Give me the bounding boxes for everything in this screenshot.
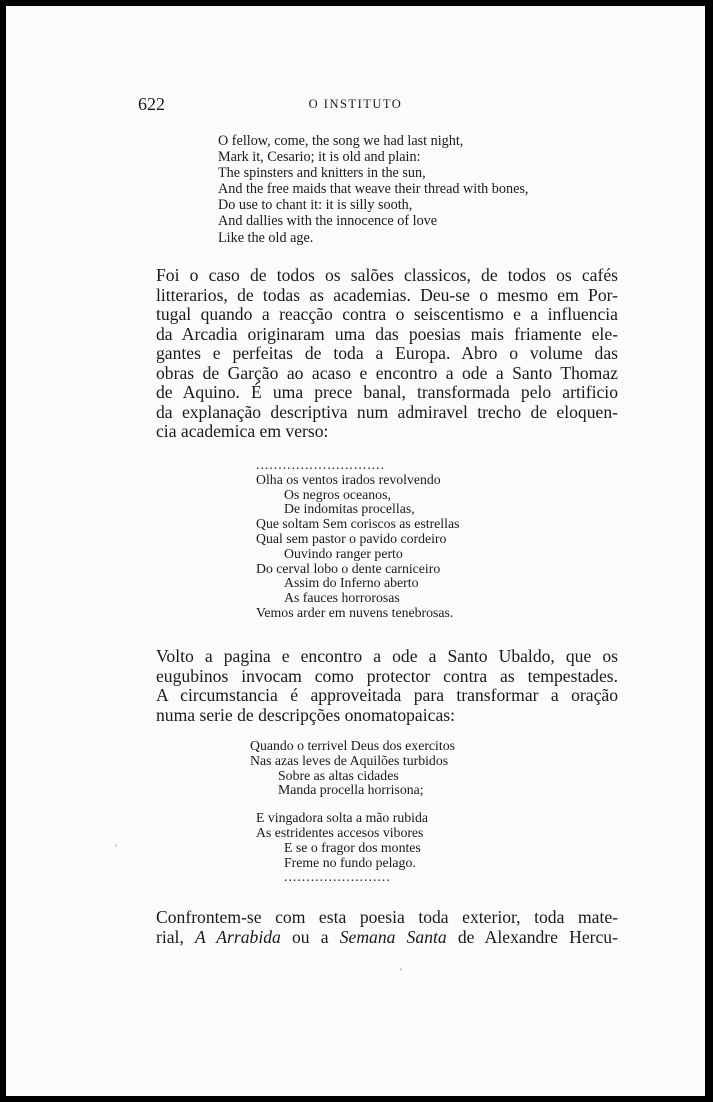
verse-line: Assim do Inferno aberto — [284, 575, 419, 591]
verse-line: Os negros oceanos, — [284, 486, 391, 502]
paragraph-confrontem — [156, 908, 618, 947]
verse-line: Like the old age. — [218, 229, 314, 246]
verse-line: As fauces horrorosas — [284, 590, 400, 606]
ode-santo-ubaldo-verse — [250, 739, 455, 885]
text-line: Foi o caso de todos os salões classicos, de todos os cafés — [156, 265, 618, 285]
text-line: litterarios, de todas as academias. Deu-se o mesmo em Por- — [156, 284, 618, 305]
scan-speck: ˈ — [399, 966, 403, 980]
verse-line: Mark it, Cesario; it is old and plain: — [218, 149, 421, 166]
ellipsis-dots: ........................ — [284, 869, 391, 885]
text-line: obras de Garção ao acaso e encontro a ode a Santo Thomaz — [156, 362, 618, 383]
text-line: tugal quando a reacção contra o seiscentismo e a influencia — [156, 304, 618, 324]
verse-line: Do use to chant it: it is silly sooth, — [218, 197, 413, 214]
verse-line: As estridentes accesos vibores — [256, 824, 424, 840]
verse-line: O fellow, come, the song we had last night, — [218, 133, 464, 149]
text-line: eugubinos invocam como protector contra as tempestades. — [156, 665, 618, 686]
text-line: Volto a pagina e encontro a ode a Santo Ubaldo, que os — [156, 646, 618, 666]
text-line: da explanação descriptiva num admiravel trecho de eloquen- — [156, 401, 618, 422]
work-title: A Arrabida — [195, 926, 281, 947]
verse-line: E se o fragor dos montes — [284, 839, 421, 855]
verse-line: Quando o terrivel Deus dos exercitos — [250, 738, 455, 753]
paragraph-santo-ubaldo — [156, 647, 618, 725]
paragraph-salons — [156, 266, 618, 442]
scan-speck: ˈ — [114, 842, 118, 856]
verse-line: Manda procella horrisona; — [278, 782, 424, 798]
verse-line: Vemos arder em nuvens tenebrosas. — [256, 604, 454, 620]
ellipsis-dots: ............................. — [256, 457, 386, 472]
verse-line: And the free maids that weave their thread with bones, — [218, 181, 529, 198]
ode-santo-thomaz-verse — [256, 458, 459, 621]
text-line: de Aquino. É uma prece banal, transformada pelo artificio — [156, 382, 618, 402]
text-line — [156, 928, 618, 948]
text-run: rial, — [156, 926, 196, 947]
text-line: cia academica em verso: — [156, 421, 329, 441]
verse-line: E vingadora solta a mão rubida — [256, 810, 429, 826]
text-run: ou a — [280, 926, 340, 947]
text-line: numa serie de descripções onomatopaicas: — [156, 704, 455, 725]
verse-line: The spinsters and knitters in the sun, — [218, 165, 426, 182]
work-title: Semana Santa — [339, 926, 447, 947]
verse-line: De indomitas procellas, — [284, 501, 415, 517]
verse-line: Nas azas leves de Aquilões turbidos — [250, 752, 449, 768]
english-verse-quote — [218, 133, 528, 246]
verse-line: Qual sem pastor o pavido cordeiro — [256, 530, 447, 546]
verse-line: Ouvindo ranger perto — [284, 545, 403, 561]
verse-line: Do cerval lobo o dente carniceiro — [256, 560, 441, 576]
verse-line: Que soltam Sem coriscos as estrellas — [256, 516, 460, 532]
text-run: de Alexandre Hercu- — [446, 926, 618, 947]
verse-line: Olha os ventos irados revolvendo — [256, 471, 441, 487]
text-line: Confrontem-se com esta poesia toda exterior, toda mate- — [156, 907, 618, 927]
text-line: gantes e perfeitas de toda a Europa. Abro o volume das — [156, 343, 618, 363]
book-page — [6, 6, 705, 1096]
verse-line: Sobre as altas cidades — [278, 767, 399, 783]
page-number: 622 — [138, 94, 165, 114]
running-title: O INSTITUTO — [308, 97, 403, 111]
verse-line: Freme no fundo pelago. — [284, 854, 416, 870]
verse-line: And dallies with the innocence of love — [218, 213, 438, 230]
text-line: A circumstancia é approveitada para transformar a oração — [156, 685, 618, 705]
page-header — [6, 94, 705, 114]
text-line: da Arcadia originaram uma das poesias mais friamente ele- — [156, 323, 618, 344]
